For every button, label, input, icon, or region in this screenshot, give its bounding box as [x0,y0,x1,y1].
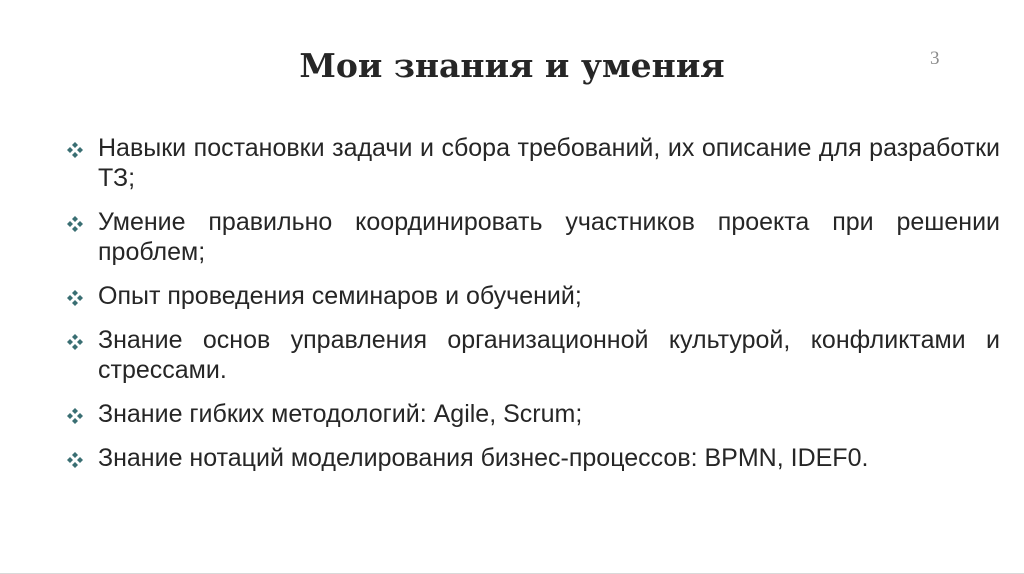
four-diamond-bullet-icon [66,141,84,159]
bullet-list [66,133,1000,487]
bullet-item [66,443,1000,473]
four-diamond-bullet-icon [66,289,84,307]
bullet-text: Умение правильно координировать участников проекта при решении проблем; [98,208,1000,266]
bullet-text: Знание основ управления организационной культурой, конфликтами и стрессами. [98,326,1000,384]
bullet-text: Навыки постановки задачи и сбора требований, их описание для разработки ТЗ; [98,134,1000,192]
four-diamond-bullet-icon [66,407,84,425]
bullet-item [66,133,1000,193]
bullet-item [66,281,1000,311]
bullet-text: Знание гибких методологий: Agile, Scrum; [98,400,583,428]
bullet-text: Опыт проведения семинаров и обучений; [98,282,582,310]
bullet-text: Знание нотаций моделирования бизнес-процессов: BPMN, IDEF0. [98,444,869,472]
four-diamond-bullet-icon [66,333,84,351]
slide-title: Мои знания и умения [299,46,725,85]
bullet-item [66,399,1000,429]
four-diamond-bullet-icon [66,451,84,469]
four-diamond-bullet-icon [66,215,84,233]
bullet-item [66,325,1000,385]
bullet-item [66,207,1000,267]
slide-number: 3 [930,48,940,69]
